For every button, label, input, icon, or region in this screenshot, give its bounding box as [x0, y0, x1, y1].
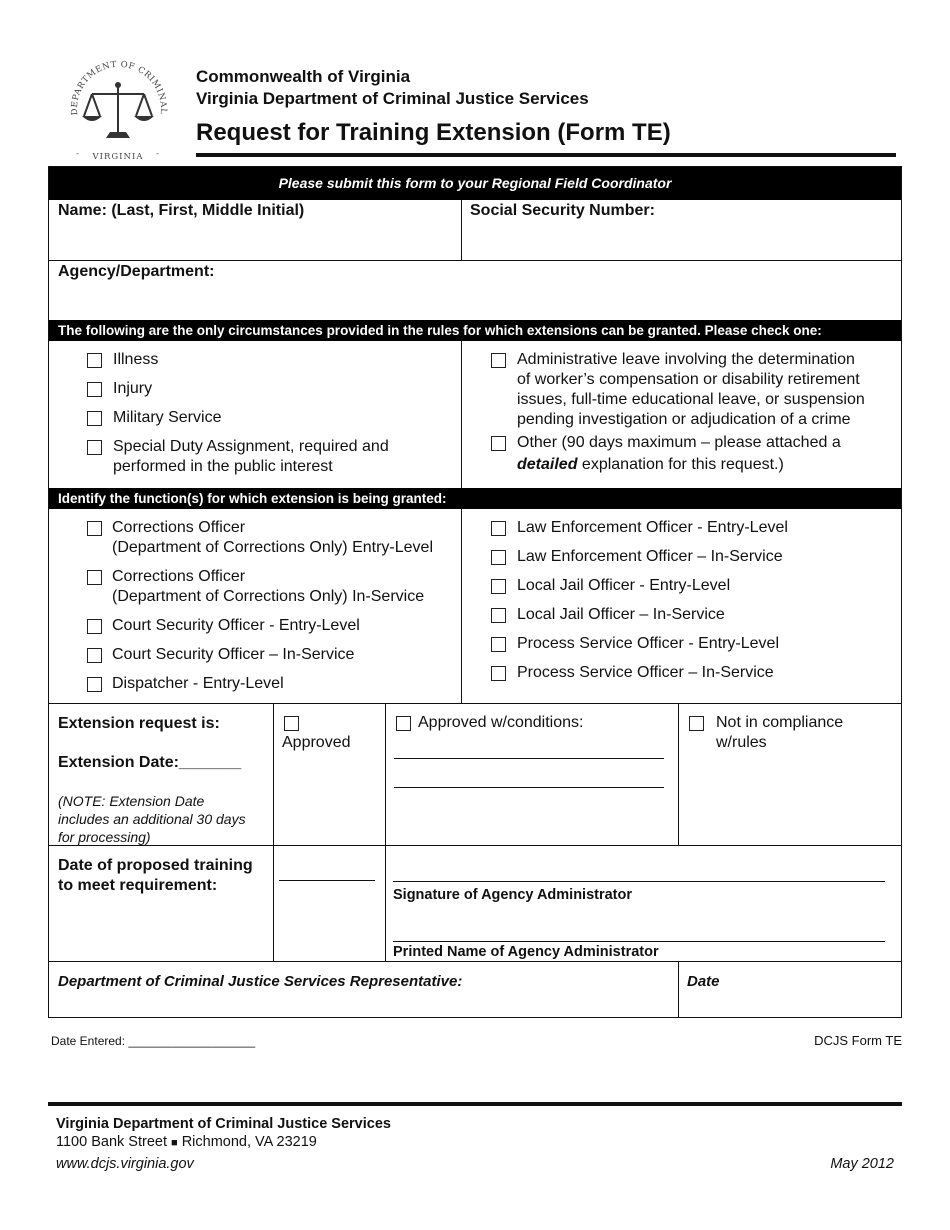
ssn-label: Social Security Number:	[470, 202, 655, 219]
local-jail-inservice-label: Local Jail Officer – In-Service	[517, 606, 725, 623]
name-field[interactable]	[49, 223, 461, 259]
court-security-entry-label: Court Security Officer - Entry-Level	[112, 617, 360, 634]
dispatcher-entry-label: Dispatcher - Entry-Level	[112, 675, 284, 692]
header-org-line1: Commonwealth of Virginia	[196, 67, 411, 86]
special-duty-label-line1: Special Duty Assignment, required and	[113, 438, 389, 455]
process-service-inservice-label: Process Service Officer – In-Service	[517, 664, 774, 681]
other-checkbox[interactable]	[491, 436, 506, 451]
court-security-inservice-label: Court Security Officer – In-Service	[112, 646, 355, 663]
process-service-entry-label: Process Service Officer - Entry-Level	[517, 635, 780, 652]
other-detailed-emphasis: detailed	[517, 456, 578, 473]
ssn-field[interactable]	[462, 223, 902, 259]
header-org-line2: Virginia Department of Criminal Justice Services	[196, 89, 589, 108]
title-rule	[196, 153, 896, 157]
military-service-label: Military Service	[113, 409, 222, 426]
name-label: Name: (Last, First, Middle Initial)	[58, 202, 305, 219]
law-enforcement-inservice-checkbox[interactable]	[491, 550, 506, 565]
dcjs-seal-logo	[62, 58, 174, 162]
administrative-leave-line2: of worker’s compensation or disability retirement	[517, 371, 860, 388]
law-enforcement-entry-label: Law Enforcement Officer - Entry-Level	[517, 519, 788, 536]
not-compliance-line2: w/rules	[716, 734, 767, 751]
dcjs-date-label: Date	[687, 973, 720, 990]
extension-note-line1: (NOTE: Extension Date	[58, 793, 205, 809]
law-enforcement-entry-checkbox[interactable]	[491, 521, 506, 536]
extension-date-label[interactable]: Extension Date:_______	[58, 754, 242, 771]
dcjs-representative-label: Department of Criminal Justice Services Representative:	[58, 973, 463, 990]
extension-col-divider-1	[273, 703, 274, 961]
illness-checkbox[interactable]	[87, 353, 102, 368]
proposed-training-line2: to meet requirement:	[58, 877, 218, 894]
corrections-entry-line2: (Department of Corrections Only) Entry-Level	[112, 539, 433, 556]
seal-text-top: DEPARTMENT OF CRIMINAL	[69, 59, 169, 116]
seal-text-bottom: VIRGINIA	[92, 152, 144, 162]
other-label-line2	[517, 455, 784, 475]
row-divider	[49, 961, 901, 962]
extension-note-line3: for processing)	[58, 829, 151, 845]
injury-label: Injury	[113, 380, 153, 397]
footer-org: Virginia Department of Criminal Justice Services	[56, 1116, 391, 1132]
proposed-training-line1: Date of proposed training	[58, 857, 253, 874]
signature-label: Signature of Agency Administrator	[393, 887, 633, 903]
local-jail-entry-label: Local Jail Officer - Entry-Level	[517, 577, 731, 594]
page-title: Request for Training Extension (Form TE)	[196, 119, 671, 146]
extension-note-line2: includes an additional 30 days	[58, 811, 246, 827]
approved-label: Approved	[282, 734, 351, 751]
signature-line[interactable]	[393, 881, 885, 882]
date-entered-field[interactable]: Date Entered: ___________________	[51, 1034, 256, 1048]
functions-banner: Identify the function(s) for which extension is being granted:	[49, 488, 901, 509]
proposed-training-date-field[interactable]	[279, 880, 375, 881]
corrections-inservice-line1: Corrections Officer	[112, 568, 246, 585]
approved-conditions-checkbox[interactable]	[396, 716, 411, 731]
printed-name-label: Printed Name of Agency Administrator	[393, 944, 659, 960]
corrections-entry-checkbox[interactable]	[87, 521, 102, 536]
approved-checkbox[interactable]	[284, 716, 299, 731]
process-service-inservice-checkbox[interactable]	[491, 666, 506, 681]
local-jail-inservice-checkbox[interactable]	[491, 608, 506, 623]
circumstances-divider	[461, 341, 462, 488]
footer-rule	[48, 1102, 902, 1106]
military-service-checkbox[interactable]	[87, 411, 102, 426]
footer-city: Richmond, VA 23219	[181, 1134, 317, 1150]
extension-col-divider-2	[385, 703, 386, 961]
footer-square-separator-icon: ■	[171, 1137, 178, 1149]
other-label-line1: Other (90 days maximum – please attached a	[517, 434, 841, 451]
law-enforcement-inservice-label: Law Enforcement Officer – In-Service	[517, 548, 783, 565]
not-compliance-line1: Not in compliance	[716, 714, 844, 731]
administrative-leave-line4: pending investigation or adjudication of a crime	[517, 411, 851, 428]
circumstances-banner: The following are the only circumstances provided in the rules for which extensions can be granted. Please check one:	[49, 320, 901, 341]
injury-checkbox[interactable]	[87, 382, 102, 397]
footer-address	[56, 1134, 317, 1150]
dcjs-representative-field[interactable]	[49, 997, 677, 1017]
corrections-inservice-line2: (Department of Corrections Only) In-Service	[112, 588, 425, 605]
row-divider	[49, 260, 901, 261]
dispatcher-entry-checkbox[interactable]	[87, 677, 102, 692]
svg-text:-: -	[156, 149, 159, 158]
submit-banner: Please submit this form to your Regional Field Coordinator	[49, 167, 901, 200]
agency-label: Agency/Department:	[58, 263, 215, 280]
special-duty-checkbox[interactable]	[87, 440, 102, 455]
not-compliance-checkbox[interactable]	[689, 716, 704, 731]
illness-label: Illness	[113, 351, 159, 368]
svg-text:-: -	[76, 149, 79, 158]
extension-request-label: Extension request is:	[58, 715, 220, 732]
extension-col-divider-3	[678, 703, 679, 845]
local-jail-entry-checkbox[interactable]	[491, 579, 506, 594]
row-divider	[49, 703, 901, 704]
other-label-line2-rest: explanation for this request.)	[577, 456, 784, 473]
conditions-line-1[interactable]	[394, 758, 664, 759]
footer-street: 1100 Bank Street	[56, 1134, 167, 1150]
administrative-leave-checkbox[interactable]	[491, 353, 506, 368]
row-divider	[49, 845, 901, 846]
printed-name-line[interactable]	[393, 941, 885, 942]
functions-divider	[461, 509, 462, 703]
court-security-inservice-checkbox[interactable]	[87, 648, 102, 663]
agency-field[interactable]	[49, 285, 901, 319]
svg-text:DEPARTMENT OF CRIMINAL JUSTICE	[62, 58, 168, 119]
form-id: DCJS Form TE	[814, 1033, 902, 1048]
court-security-entry-checkbox[interactable]	[87, 619, 102, 634]
corrections-entry-line1: Corrections Officer	[112, 519, 246, 536]
dcjs-date-field[interactable]	[679, 997, 901, 1017]
conditions-line-2[interactable]	[394, 787, 664, 788]
footer-website[interactable]: www.dcjs.virginia.gov	[56, 1156, 194, 1172]
process-service-entry-checkbox[interactable]	[491, 637, 506, 652]
special-duty-label-line2: performed in the public interest	[113, 458, 333, 475]
administrative-leave-line3: issues, full-time educational leave, or suspension	[517, 391, 865, 408]
training-extension-form	[48, 166, 902, 1018]
corrections-inservice-checkbox[interactable]	[87, 570, 102, 585]
administrative-leave-line1: Administrative leave involving the determination	[517, 351, 855, 368]
footer-date: May 2012	[830, 1156, 894, 1172]
approved-conditions-label: Approved w/conditions:	[418, 714, 584, 731]
